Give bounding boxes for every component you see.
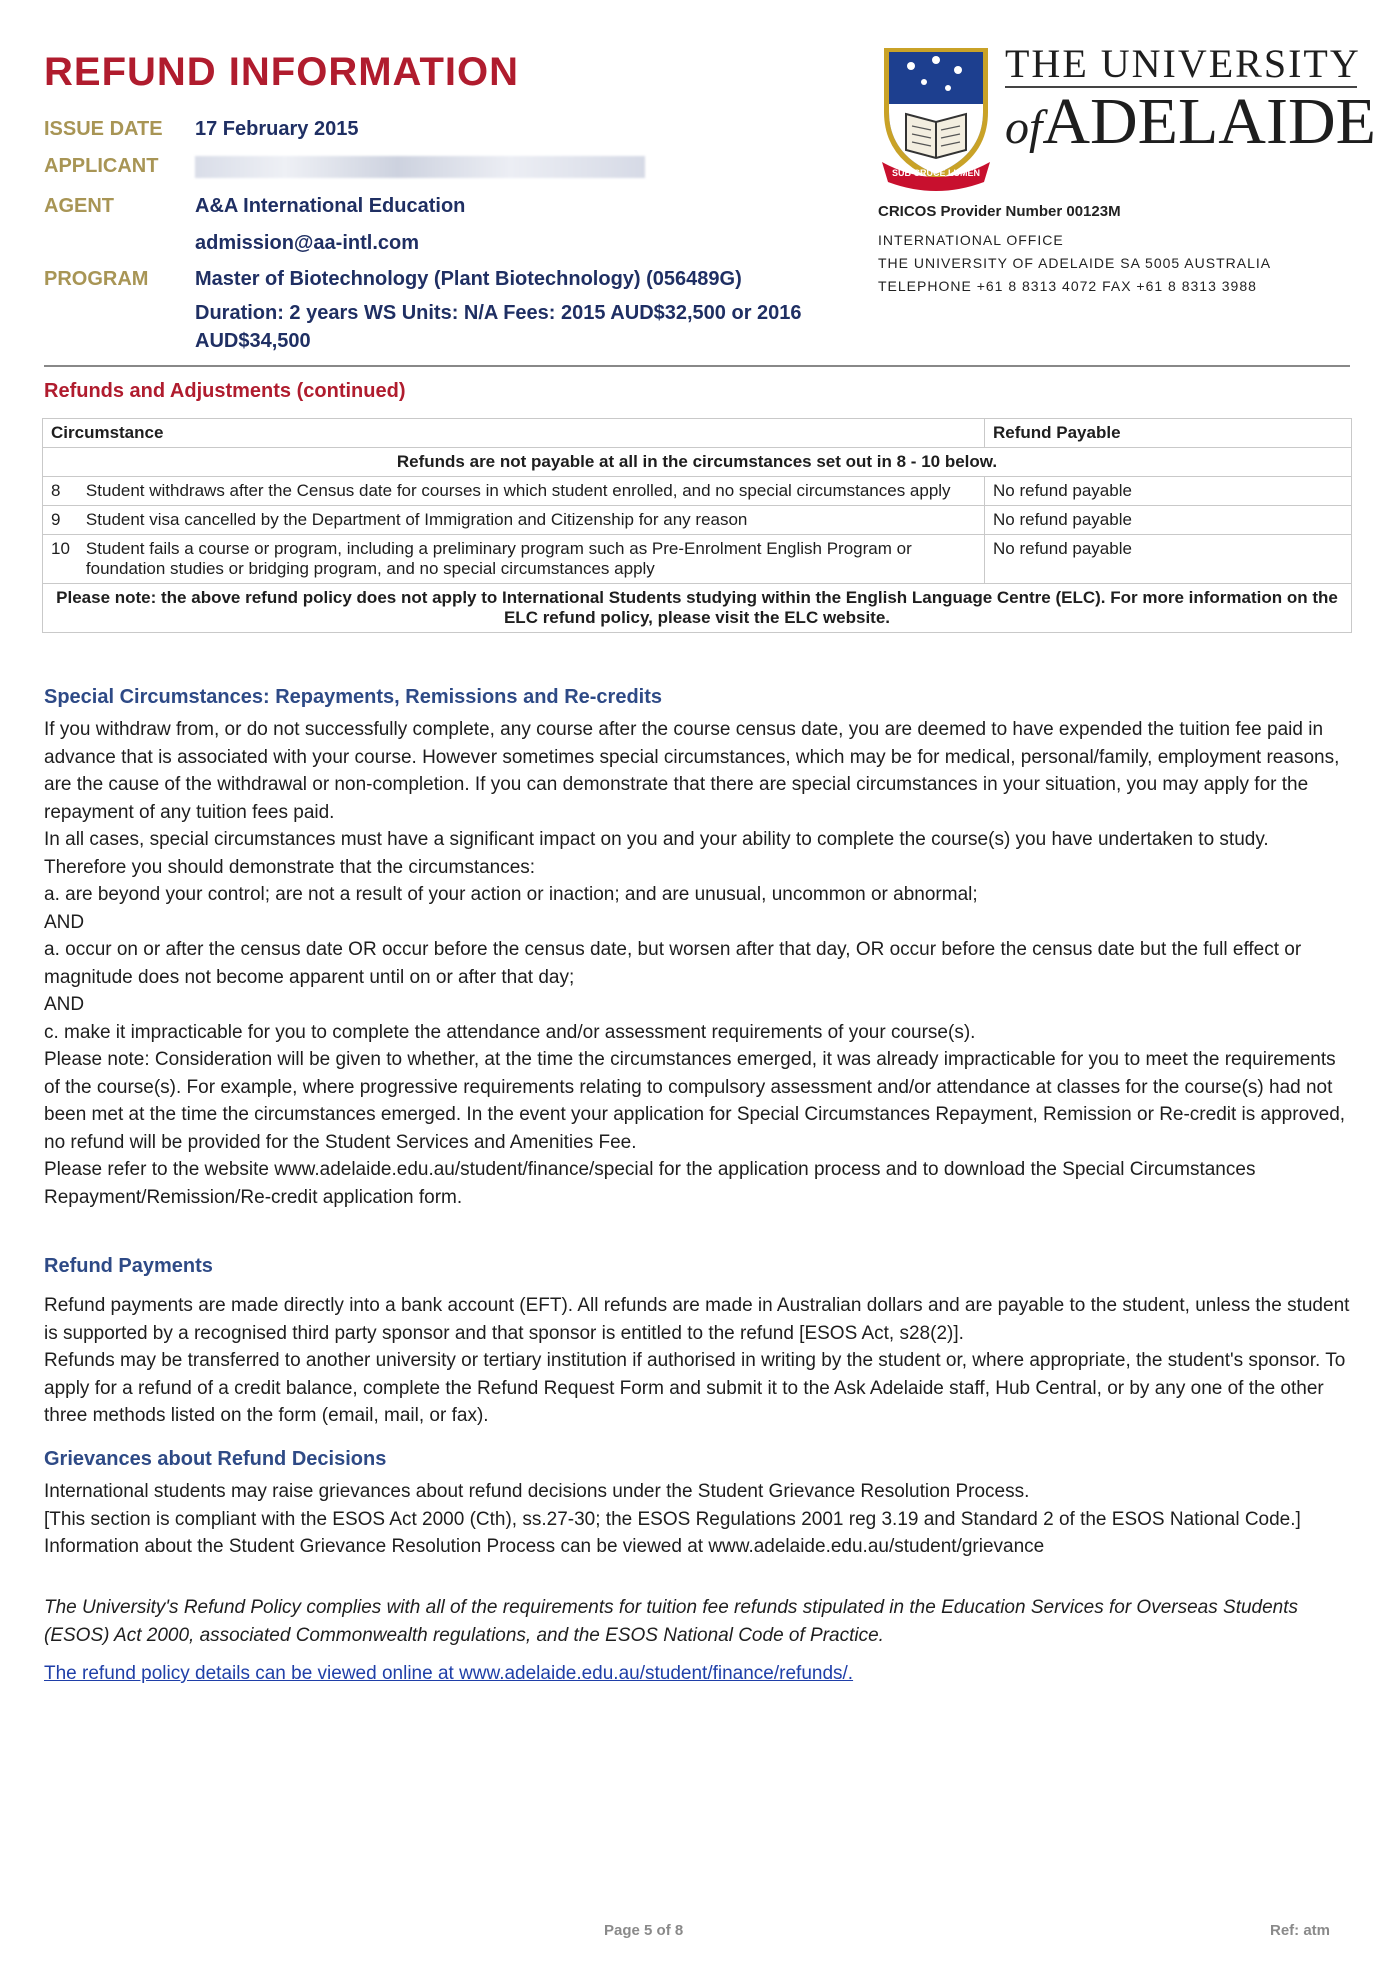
- issue-date-label: ISSUE DATE: [44, 118, 163, 140]
- paragraph: c. make it impracticable for you to complete the attendance and/or assessment requirements of your course(s).: [44, 1021, 976, 1043]
- row-refund: No refund payable: [985, 477, 1352, 506]
- table-row: [43, 506, 1352, 535]
- paragraph: AND: [44, 911, 85, 933]
- page-number: Page 5 of 8: [604, 1922, 684, 1939]
- svg-text:SUB CRUCE LUMEN: SUB CRUCE LUMEN: [891, 168, 981, 178]
- applicant-label: APPLICANT: [44, 155, 159, 177]
- table-row: [43, 448, 1352, 477]
- paragraph: Please refer to the website www.adelaide.edu.au/student/finance/special for the application process and to download the Special Circumstances Repayment/Remission/Re-credit application form.: [44, 1159, 1256, 1208]
- table-row: [43, 535, 1352, 584]
- grievances-heading: Grievances about Refund Decisions: [44, 1448, 387, 1470]
- program-value: Master of Biotechnology (Plant Biotechnology) (056489G): [195, 268, 742, 290]
- paragraph: a. are beyond your control; are not a result of your action or inaction; and are unusual, uncommon or abnormal;: [44, 884, 978, 905]
- row-refund: No refund payable: [985, 506, 1352, 535]
- header-divider: [44, 365, 1350, 367]
- paragraph: AND: [44, 994, 85, 1015]
- paragraph: Refund payments are made directly into a bank account (EFT). All refunds are made in Australian dollars and are payable to the student, unless the student is supported by a recognised third party sponsor and that sponsor is entitled to the refund [ESOS Act, s28(2)].: [44, 1295, 1350, 1344]
- table-header-row: [43, 419, 1352, 448]
- grievances-body: [44, 1478, 1350, 1561]
- col-refund-payable: Refund Payable: [985, 419, 1352, 448]
- applicant-value-redacted: [195, 155, 645, 178]
- paragraph: [This section is compliant with the ESOS Act 2000 (Cth), ss.27-30; the ESOS Regulations 2001 reg 3.19 and Standard 2 of the ESOS National Code.]: [44, 1508, 1301, 1530]
- program-details-cont: AUD$34,500: [195, 330, 311, 352]
- cricos-number: CRICOS Provider Number 00123M: [878, 203, 1121, 220]
- agent-label: AGENT: [44, 195, 114, 217]
- paragraph: In all cases, special circumstances must have a significant impact on you and your ability to complete the course(s) you have undertaken to study.: [44, 829, 1269, 850]
- col-circumstance: Circumstance: [43, 419, 985, 448]
- paragraph: Therefore you should demonstrate that the circumstances:: [44, 856, 536, 878]
- program-details: Duration: 2 years WS Units: N/A Fees: 2015 AUD$32,500 or 2016: [195, 302, 802, 324]
- office-name: INTERNATIONAL OFFICE: [878, 232, 1064, 248]
- refund-payments-body: [44, 1292, 1350, 1430]
- special-heading: Special Circumstances: Repayments, Remissions and Re-credits: [44, 686, 663, 708]
- university-name-adelaide: ADELAIDE: [1042, 85, 1376, 158]
- paragraph: International students may raise grievances about refund decisions under the Student Grievance Resolution Process.: [44, 1481, 1030, 1502]
- paragraph: a. occur on or after the census date OR occur before the census date, but worsen after that day, OR occur before the census date but the full effect or magnitude does not become apparent until on or after that day;: [44, 939, 1302, 988]
- paragraph: If you withdraw from, or do not successfully complete, any course after the course census date, you are deemed to have expended the tuition fee paid in advance that is associated with your course. However sometimes special circumstances, which may be for medical, personal/family, employment reasons, are the cause of the withdrawal or non-completion. If you can demonstrate that there are special circumstances in your situation, you may apply for the repayment of any tuition fees paid.: [44, 719, 1340, 823]
- row-circumstance: Student fails a course or program, including a preliminary program such as Pre-Enrolment English Program or foundation studies or bridging program, and no special circumstances apply: [78, 535, 985, 584]
- agent-value: A&A International Education: [195, 195, 466, 217]
- table-intro-row: Refunds are not payable at all in the circumstances set out in 8 - 10 below.: [43, 448, 1352, 477]
- paragraph: Refunds may be transferred to another university or tertiary institution if authorised in writing by the student or, where appropriate, the student's sponsor. To apply for a refund of a credit balance, complete the Refund Request Form and submit it to the Ask Adelaide staff, Hub Central, or by any one of the other three methods listed on the form (email, mail, or fax).: [44, 1350, 1346, 1426]
- issue-date-value: 17 February 2015: [195, 118, 359, 140]
- row-circumstance: Student visa cancelled by the Department of Immigration and Citizenship for any reason: [78, 506, 985, 535]
- refund-table: [42, 418, 1352, 633]
- paragraph: Please note: Consideration will be given to whether, at the time the circumstances emerged, it was already impracticable for you to meet the requirements of the course(s). For example, where progressive requirements relating to compulsory assessment and/or attendance at classes for the course(s) had not been met at the time the circumstances emerged. In the event your application for Special Circumstances Repayment, Remission or Re-credit is approved, no refund will be provided for the Student Services and Amenities Fee.: [44, 1049, 1346, 1153]
- row-number: 8: [43, 477, 78, 506]
- row-refund: No refund payable: [985, 535, 1352, 584]
- university-name-of: of: [1005, 101, 1043, 154]
- page-title: REFUND INFORMATION: [44, 50, 519, 94]
- row-number: 9: [43, 506, 78, 535]
- refund-policy-link-wrap: [44, 1660, 1350, 1688]
- university-name-line1: THE UNIVERSITY: [1005, 41, 1361, 86]
- office-address: THE UNIVERSITY OF ADELAIDE SA 5005 AUSTRALIA: [878, 255, 1272, 271]
- elc-note: Please note: the above refund policy does not apply to International Students studying within the English Language Centre (ELC). For more information on the ELC refund policy, please visit the ELC website.: [43, 584, 1352, 633]
- table-row: [43, 584, 1352, 633]
- program-label: PROGRAM: [44, 268, 149, 290]
- university-name-line2: [1005, 84, 1376, 160]
- agent-email: admission@aa-intl.com: [195, 232, 419, 254]
- refund-payments-heading: Refund Payments: [44, 1255, 213, 1277]
- row-circumstance: Student withdraws after the Census date for courses in which student enrolled, and no special circumstances apply: [78, 477, 985, 506]
- row-number: 10: [43, 535, 78, 584]
- paragraph: Information about the Student Grievance Resolution Process can be viewed at www.adelaide.edu.au/student/grievance: [44, 1536, 1045, 1557]
- refunds-heading: Refunds and Adjustments (continued): [44, 380, 406, 402]
- office-phone: TELEPHONE +61 8 8313 4072 FAX +61 8 8313 3988: [878, 278, 1257, 294]
- table-row: [43, 477, 1352, 506]
- reference: Ref: atm: [1270, 1922, 1331, 1939]
- crest-motto: [876, 162, 996, 192]
- refund-policy-link[interactable]: The refund policy details can be viewed online at www.adelaide.edu.au/student/finance/refunds/.: [44, 1663, 854, 1684]
- compliance-statement: The University's Refund Policy complies with all of the requirements for tuition fee refunds stipulated in the Education Services for Overseas Students (ESOS) Act 2000, associated Commonwealth regulations, and the ESOS National Code of Practice.: [44, 1597, 1299, 1646]
- special-body: [44, 716, 1350, 1211]
